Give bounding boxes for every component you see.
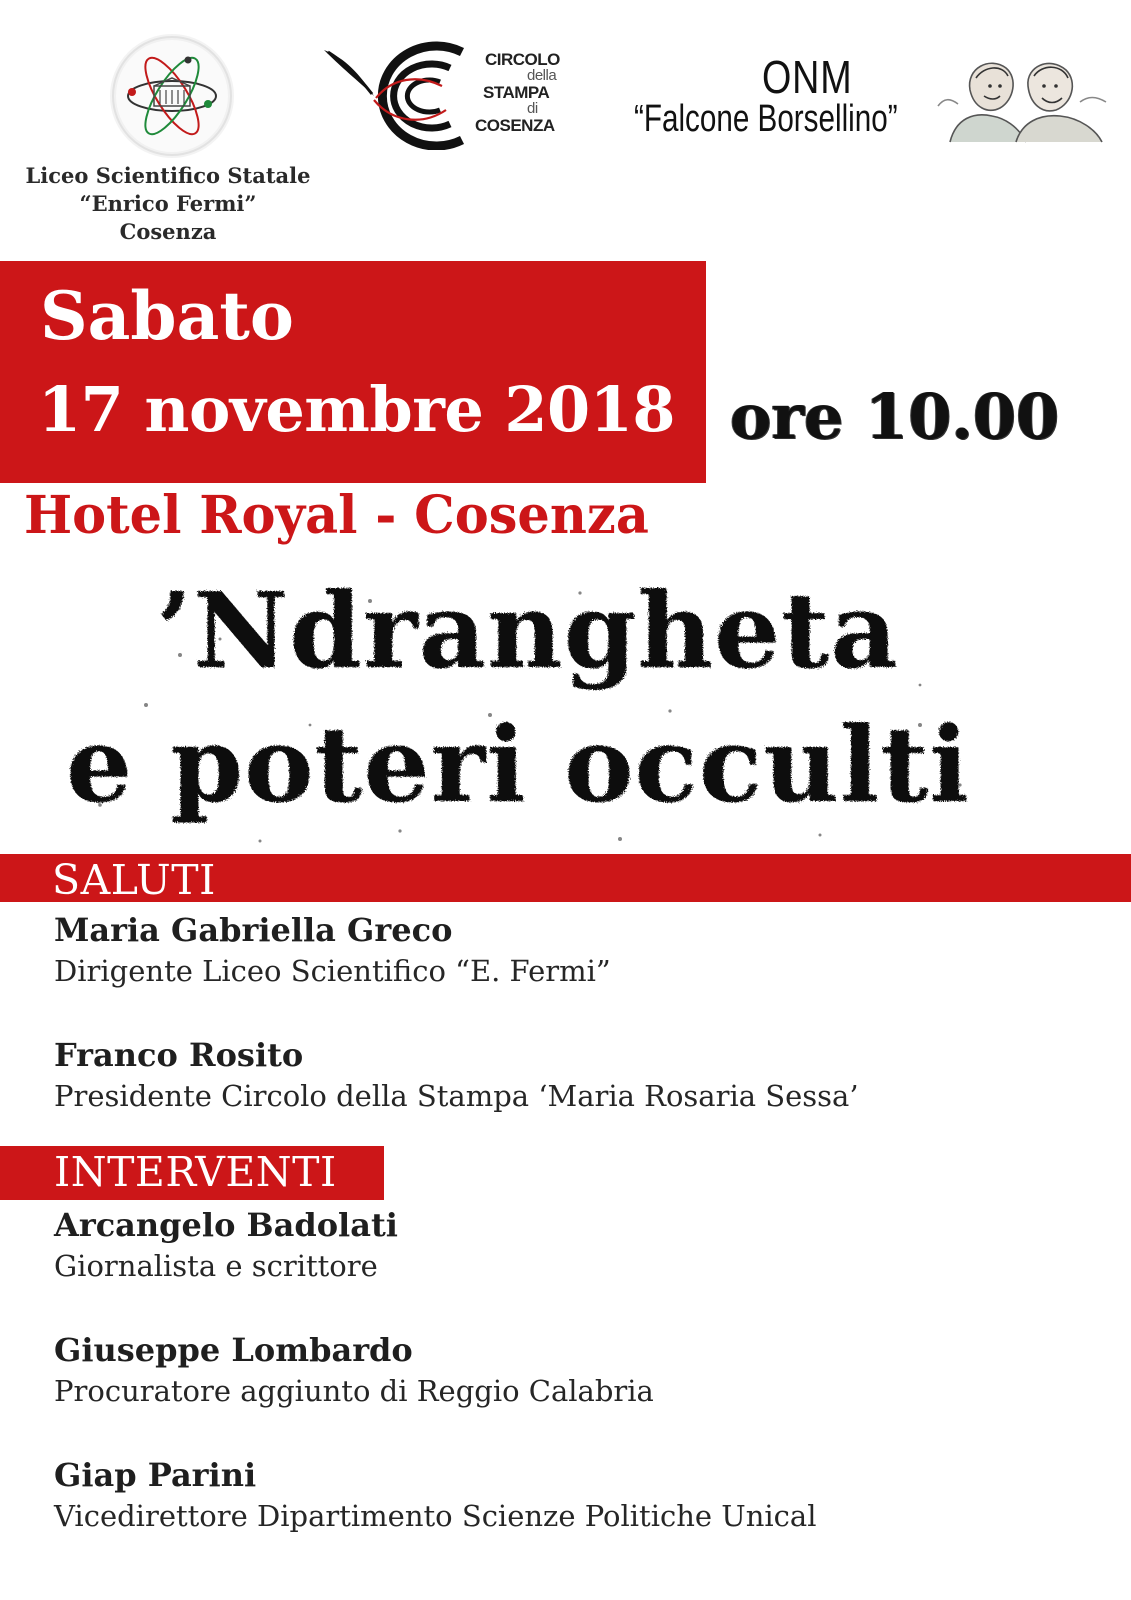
event-date: 17 novembre 2018 [38,373,675,446]
saluti-person-1-role: Dirigente Liceo Scientifico “E. Fermi” [54,954,611,988]
circolo-quill-logo-icon [322,38,472,150]
saluti-heading: SALUTI [52,856,216,904]
interventi-person-3-name: Giap Parini [54,1456,257,1494]
liceo-caption-line-1: Liceo Scientifico Statale [25,163,311,188]
onm-title: ONM [762,51,853,103]
event-title-line-2: e poteri occulti [66,703,970,826]
saluti-person-1-name: Maria Gabriella Greco [54,911,453,949]
interventi-person-1-role: Giornalista e scrittore [54,1249,378,1283]
interventi-heading: INTERVENTI [54,1148,337,1196]
circolo-stampa-text [475,50,585,135]
event-venue: Hotel Royal - Cosenza [24,485,649,546]
interventi-person-2-role: Procuratore aggiunto di Reggio Calabria [54,1374,654,1408]
cosenza-word: COSENZA [475,116,555,135]
saluti-person-2-name: Franco Rosito [54,1036,304,1074]
stampa-word: STAMPA [483,83,550,102]
liceo-caption-line-2: “Enrico Fermi” [79,191,257,216]
event-title-line-1: ’Ndrangheta [156,569,899,692]
della-word: della [527,67,557,84]
event-title [60,555,1000,855]
liceo-atom-logo-icon [110,34,234,158]
di-word: di [527,100,538,117]
interventi-person-3-role: Vicedirettore Dipartimento Scienze Politiche Unical [54,1499,817,1533]
liceo-caption-line-3: Cosenza [119,219,217,244]
circolo-word: CIRCOLO [485,50,560,69]
liceo-caption [18,162,318,246]
onm-subtitle: “Falcone Borsellino” [634,98,898,140]
interventi-person-2-name: Giuseppe Lombardo [54,1331,413,1369]
event-day: Sabato [40,277,294,355]
saluti-person-2-role: Presidente Circolo della Stampa ‘Maria Rosaria Sessa’ [54,1079,859,1113]
falcone-borsellino-portrait-icon [930,46,1110,144]
interventi-person-1-name: Arcangelo Badolati [54,1206,398,1244]
event-time: ore 10.00 [730,380,1060,453]
